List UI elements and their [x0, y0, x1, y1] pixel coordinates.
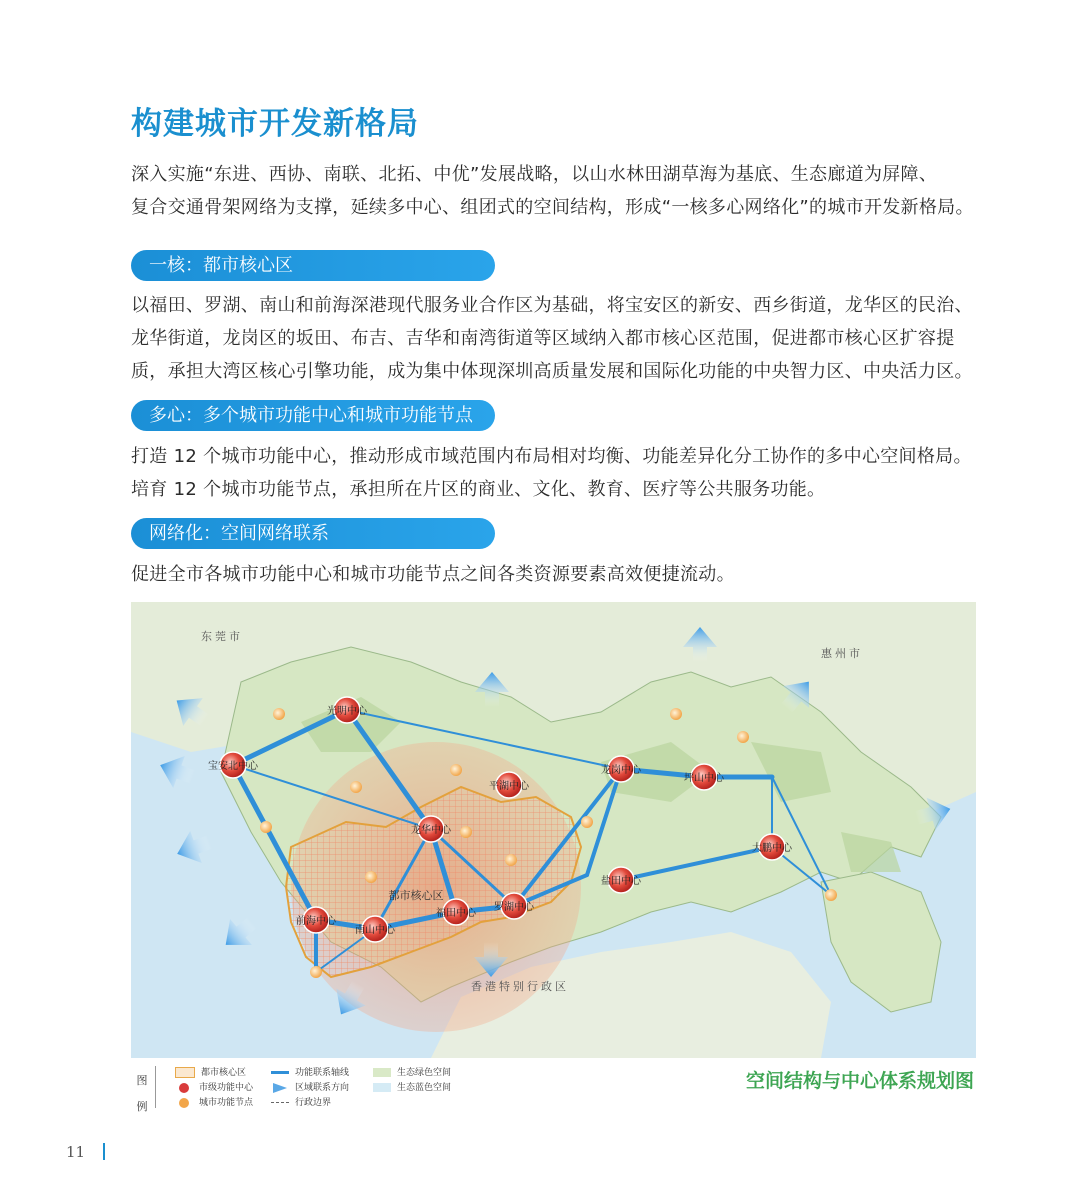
svg-text:坪山中心: 坪山中心 — [684, 773, 724, 784]
dapeng-peninsula — [821, 872, 941, 1012]
function-node — [505, 854, 517, 866]
page-number: 11 — [66, 1143, 86, 1161]
legend-item-green-space: 生态绿色空间 — [373, 1066, 451, 1080]
svg-text:前海中心: 前海中心 — [296, 916, 336, 927]
paragraph-line: 质，承担大湾区核心引擎功能，成为集中体现深圳高质量发展和国际化功能的中央智力区、中央活力区。 — [131, 361, 973, 382]
paragraph-line: 打造 12 个城市功能中心，推动形成市域范围内布局相对均衡、功能差异化分工协作的多中心空间格局。 — [131, 446, 972, 467]
arrow-west — [154, 749, 199, 793]
section-core-text — [131, 289, 981, 388]
label-dongguan: 东莞市 — [201, 630, 243, 643]
intro-line: 深入实施“东进、西协、南联、北拓、中优”发展战略，以山水林田湖草海为基底、生态廊道为屏障、 — [131, 164, 938, 185]
green-space-swatch-icon — [373, 1068, 391, 1077]
function-node — [350, 781, 362, 793]
intro-paragraph — [131, 158, 981, 224]
map-svg — [131, 602, 976, 1058]
legend-divider — [155, 1066, 156, 1108]
axis-line-icon — [271, 1071, 289, 1074]
function-node — [260, 821, 272, 833]
svg-text:大鹏中心: 大鹏中心 — [752, 843, 792, 854]
svg-text:罗湖中心: 罗湖中心 — [494, 902, 534, 913]
spatial-structure-map — [131, 602, 976, 1058]
svg-text:南山中心: 南山中心 — [355, 925, 395, 936]
page-number-divider — [103, 1143, 105, 1160]
svg-text:龙华中心: 龙华中心 — [411, 825, 451, 836]
paragraph-line: 龙华街道，龙岗区的坂田、布吉、吉华和南湾街道等区域纳入都市核心区范围，促进都市核心区扩容提 — [131, 328, 955, 349]
svg-text:光明中心: 光明中心 — [327, 706, 367, 717]
label-huizhou: 惠州市 — [821, 647, 863, 660]
function-node — [450, 764, 462, 776]
blue-space-swatch-icon — [373, 1083, 391, 1092]
label-core-area: 都市核心区 — [388, 889, 444, 902]
section-heading-multicenter: 多心：多个城市功能中心和城市功能节点 — [131, 400, 495, 431]
page-title: 构建城市开发新格局 — [131, 106, 419, 142]
map-legend — [131, 1062, 476, 1113]
legend-item-function-node: 城市功能节点 — [175, 1096, 253, 1110]
legend-item-core-area: 都市核心区 — [175, 1066, 246, 1080]
function-node — [670, 708, 682, 720]
section-multicenter-text — [131, 440, 981, 506]
section-network-text — [131, 558, 981, 591]
function-node — [737, 731, 749, 743]
function-node — [460, 826, 472, 838]
svg-text:平湖中心: 平湖中心 — [489, 781, 529, 792]
direction-arrow-icon — [273, 1083, 287, 1093]
legend-title: 图 例 — [136, 1074, 148, 1113]
function-node — [365, 871, 377, 883]
svg-text:龙岗中心: 龙岗中心 — [601, 765, 641, 776]
map-caption: 空间结构与中心体系规划图 — [745, 1070, 974, 1092]
paragraph-line: 促进全市各城市功能中心和城市功能节点之间各类资源要素高效便捷流动。 — [131, 564, 735, 585]
boundary-line-icon — [271, 1102, 289, 1103]
section-heading-core: 一核：都市核心区 — [131, 250, 495, 281]
svg-text:宝安北中心: 宝安北中心 — [208, 761, 258, 772]
svg-text:盐田中心: 盐田中心 — [601, 876, 641, 887]
function-node-dot-icon — [179, 1098, 189, 1108]
legend-item-blue-space: 生态蓝色空间 — [373, 1081, 451, 1095]
legend-item-region-direction: 区域联系方向 — [271, 1081, 349, 1095]
paragraph-line: 以福田、罗湖、南山和前海深港现代服务业合作区为基础，将宝安区的新安、西乡街道，龙华区的民治、 — [131, 295, 973, 316]
intro-line: 复合交通骨架网络为支撑，延续多中心、组团式的空间结构，形成“一核多心网络化”的城市开发新格局。 — [131, 197, 974, 218]
function-node — [273, 708, 285, 720]
core-area-swatch-icon — [175, 1067, 195, 1078]
city-center-dot-icon — [179, 1083, 189, 1093]
svg-text:福田中心: 福田中心 — [436, 908, 476, 919]
function-node — [581, 816, 593, 828]
paragraph-line: 培育 12 个城市功能节点，承担所在片区的商业、文化、教育、医疗等公共服务功能。 — [131, 479, 826, 500]
function-node — [825, 889, 837, 901]
section-heading-network: 网络化：空间网络联系 — [131, 518, 495, 549]
label-hongkong: 香港特别行政区 — [471, 980, 569, 993]
legend-item-function-axis: 功能联系轴线 — [271, 1066, 349, 1080]
legend-item-city-center: 市级功能中心 — [175, 1081, 253, 1095]
function-node — [310, 966, 322, 978]
legend-item-admin-boundary: 行政边界 — [271, 1096, 331, 1110]
